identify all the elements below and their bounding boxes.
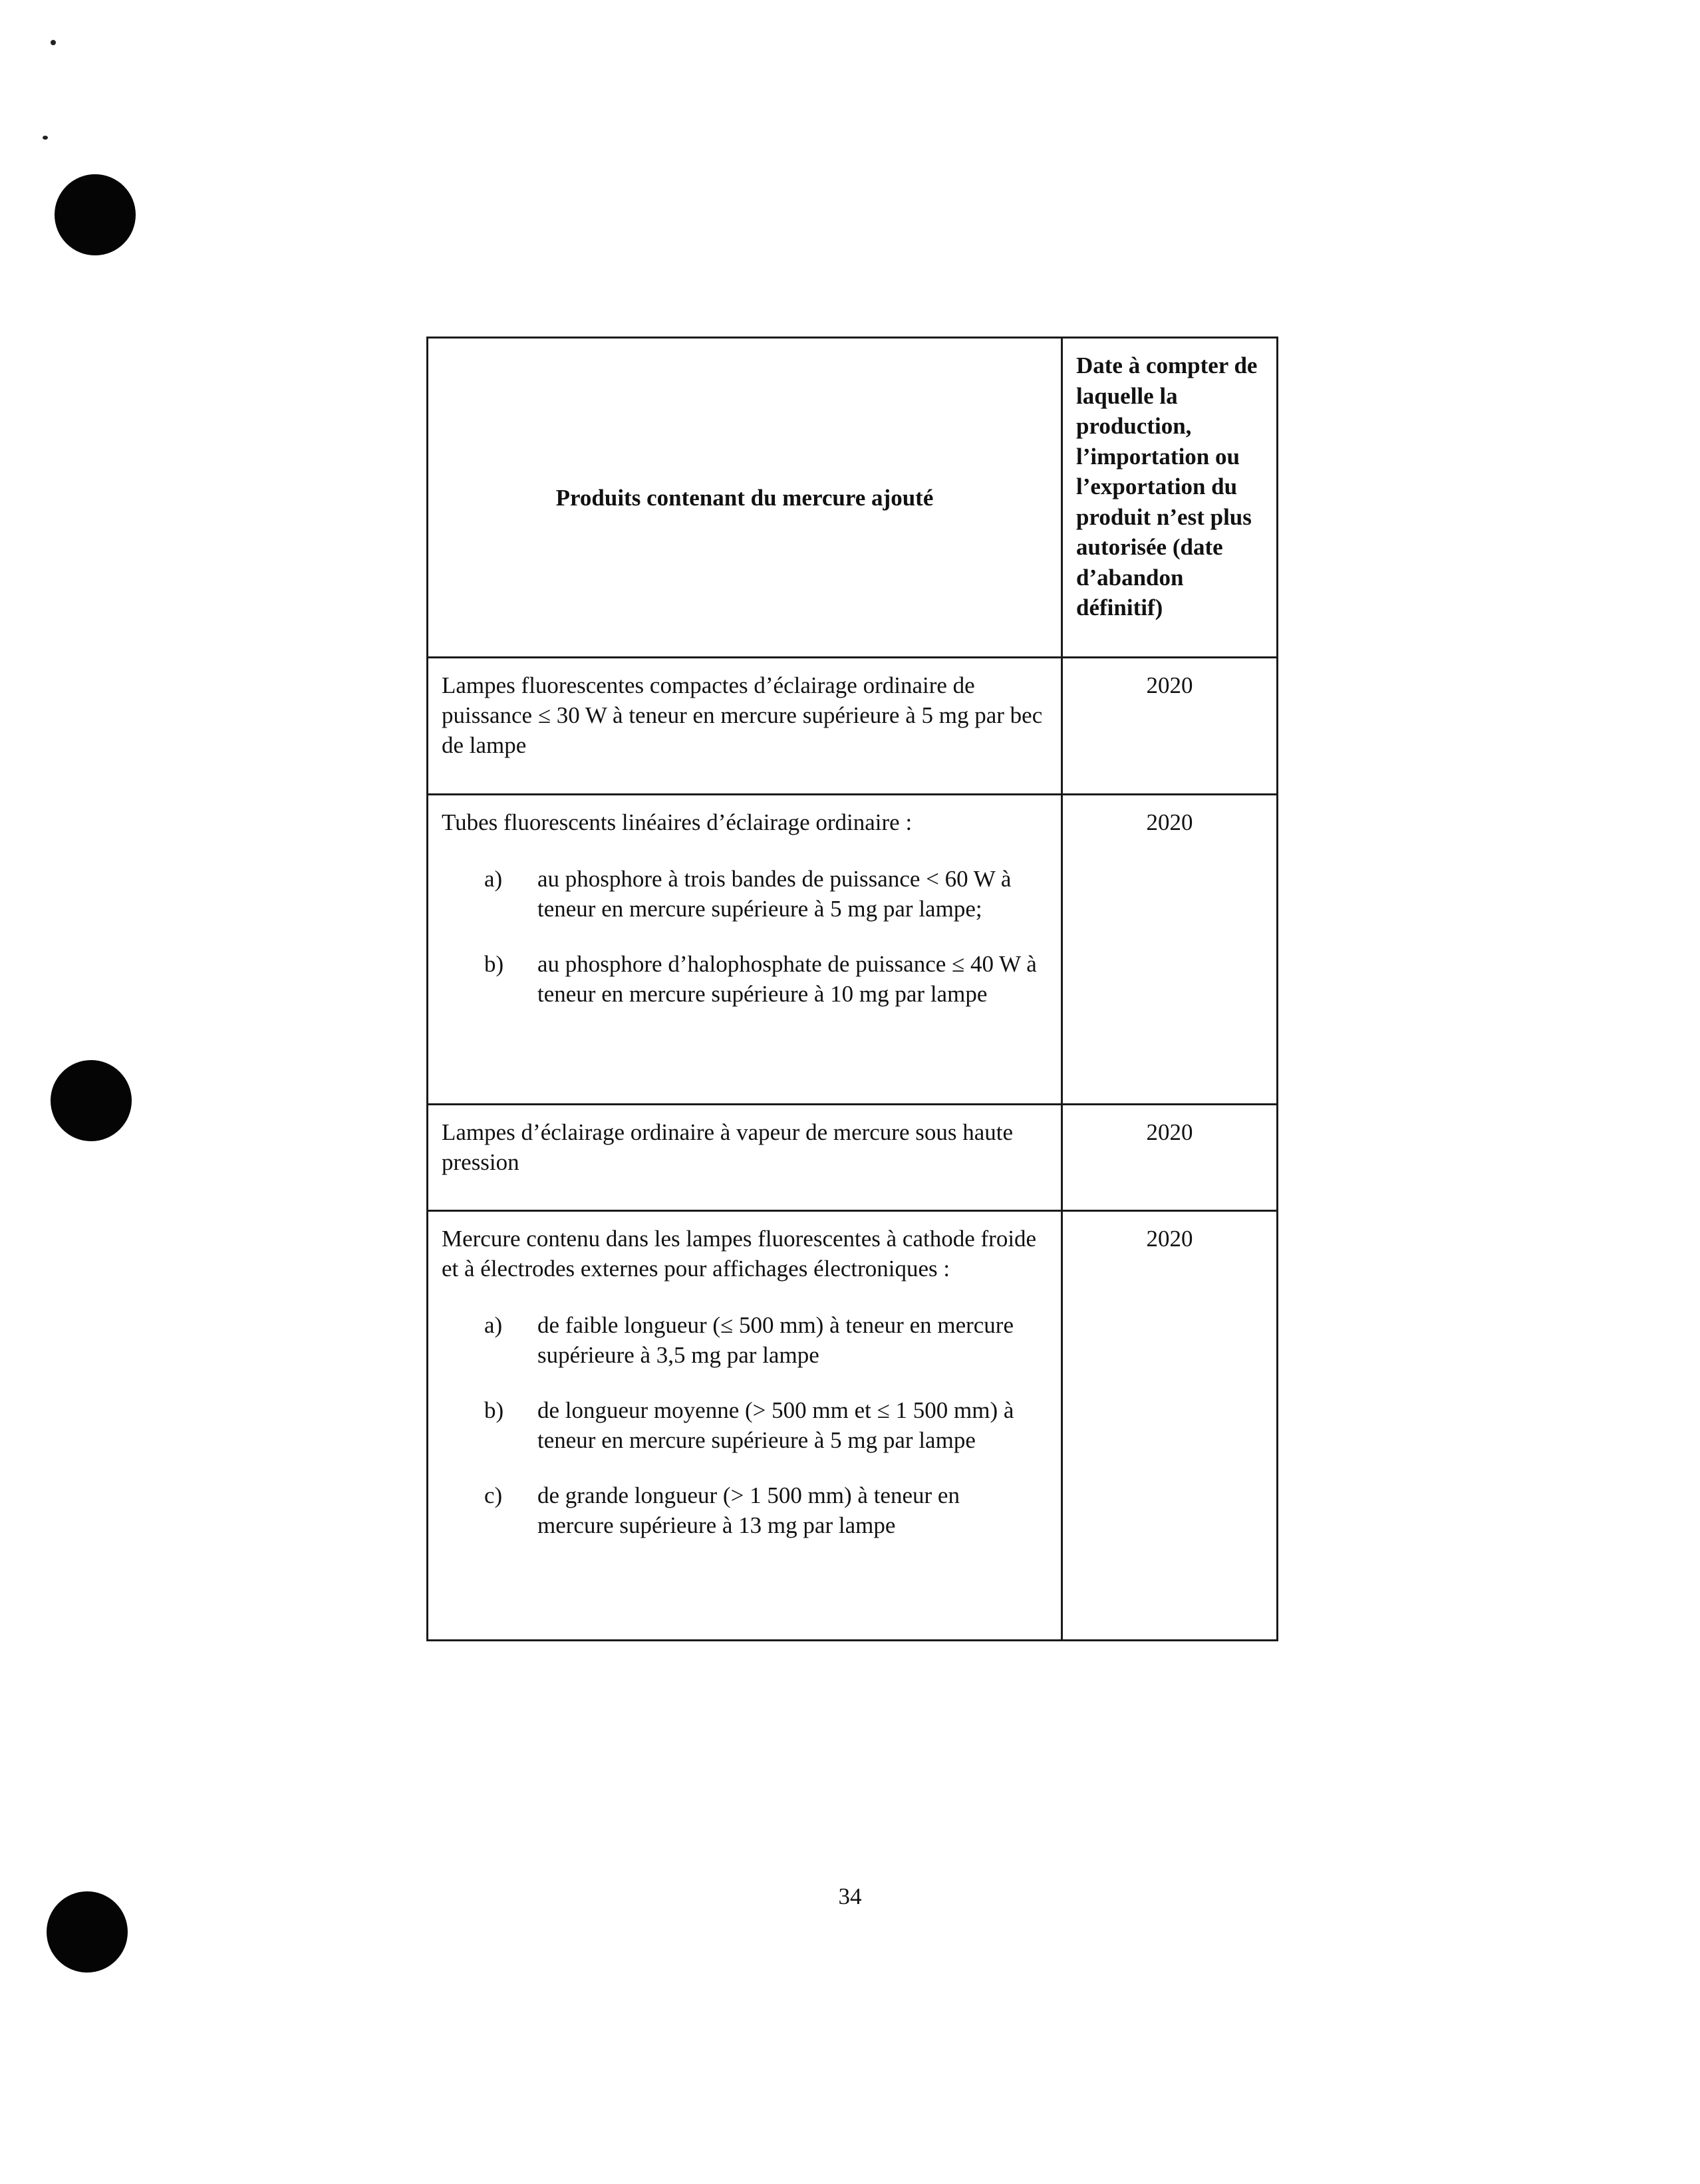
product-text: Mercure contenu dans les lampes fluorescentes à cathode froide et à électrodes externes pour affichages électroniques : — [442, 1226, 1037, 1282]
date-cell: 2020 — [1062, 658, 1278, 795]
list-item — [442, 1395, 1048, 1455]
header-date: Date à compter de laquelle la production, l’importation ou l’exportation du produit n’est plus autorisée (date d’abandon définitif) — [1062, 338, 1278, 658]
list-item-text: au phosphore à trois bandes de puissance < 60 W à teneur en mercure supérieure à 5 mg par lampe; — [537, 866, 1012, 922]
product-text: Tubes fluorescents linéaires d’éclairage ordinaire : — [442, 809, 913, 835]
list-item-text: de faible longueur (≤ 500 mm) à teneur en mercure supérieure à 3,5 mg par lampe — [537, 1312, 1014, 1368]
list-marker: a) — [484, 866, 503, 892]
scan-speck — [51, 40, 56, 45]
list-item-text: de longueur moyenne (> 500 mm et ≤ 1 500 mm) à teneur en mercure supérieure à 5 mg par lampe — [537, 1397, 1014, 1453]
page-number: 34 — [838, 1883, 862, 1909]
list-item-text: au phosphore d’halophosphate de puissance ≤ 40 W à teneur en mercure supérieure à 10 mg par lampe — [537, 951, 1037, 1007]
product-cell — [428, 658, 1062, 795]
header-products: Produits contenant du mercure ajouté — [428, 338, 1062, 658]
product-cell — [428, 795, 1062, 1105]
product-cell — [428, 1211, 1062, 1641]
product-cell — [428, 1105, 1062, 1211]
list-item — [442, 1480, 1048, 1540]
punch-hole-middle — [51, 1060, 132, 1141]
product-sub-list — [442, 864, 1048, 1009]
table-row — [428, 658, 1278, 795]
list-marker: b) — [484, 951, 504, 977]
list-item — [442, 864, 1048, 924]
scan-speck — [43, 136, 48, 140]
product-sub-list — [442, 1310, 1048, 1540]
list-item — [442, 1310, 1048, 1370]
list-marker: c) — [484, 1482, 503, 1508]
table-row — [428, 1211, 1278, 1641]
date-cell: 2020 — [1062, 1211, 1278, 1641]
table-row — [428, 1105, 1278, 1211]
list-item-text: de grande longueur (> 1 500 mm) à teneur en mercure supérieure à 13 mg par lampe — [537, 1482, 960, 1538]
product-text: Lampes d’éclairage ordinaire à vapeur de mercure sous haute pression — [442, 1119, 1014, 1175]
date-cell: 2020 — [1062, 795, 1278, 1105]
mercury-products-table — [426, 337, 1278, 1641]
list-marker: b) — [484, 1397, 504, 1423]
product-text: Lampes fluorescentes compactes d’éclairage ordinaire de puissance ≤ 30 W à teneur en mercure supérieure à 5 mg par bec de lampe — [442, 672, 1043, 758]
punch-hole-top — [55, 174, 136, 255]
date-cell: 2020 — [1062, 1105, 1278, 1211]
table-header-row — [428, 338, 1278, 658]
list-item — [442, 949, 1048, 1009]
table-row — [428, 795, 1278, 1105]
list-marker: a) — [484, 1312, 503, 1338]
